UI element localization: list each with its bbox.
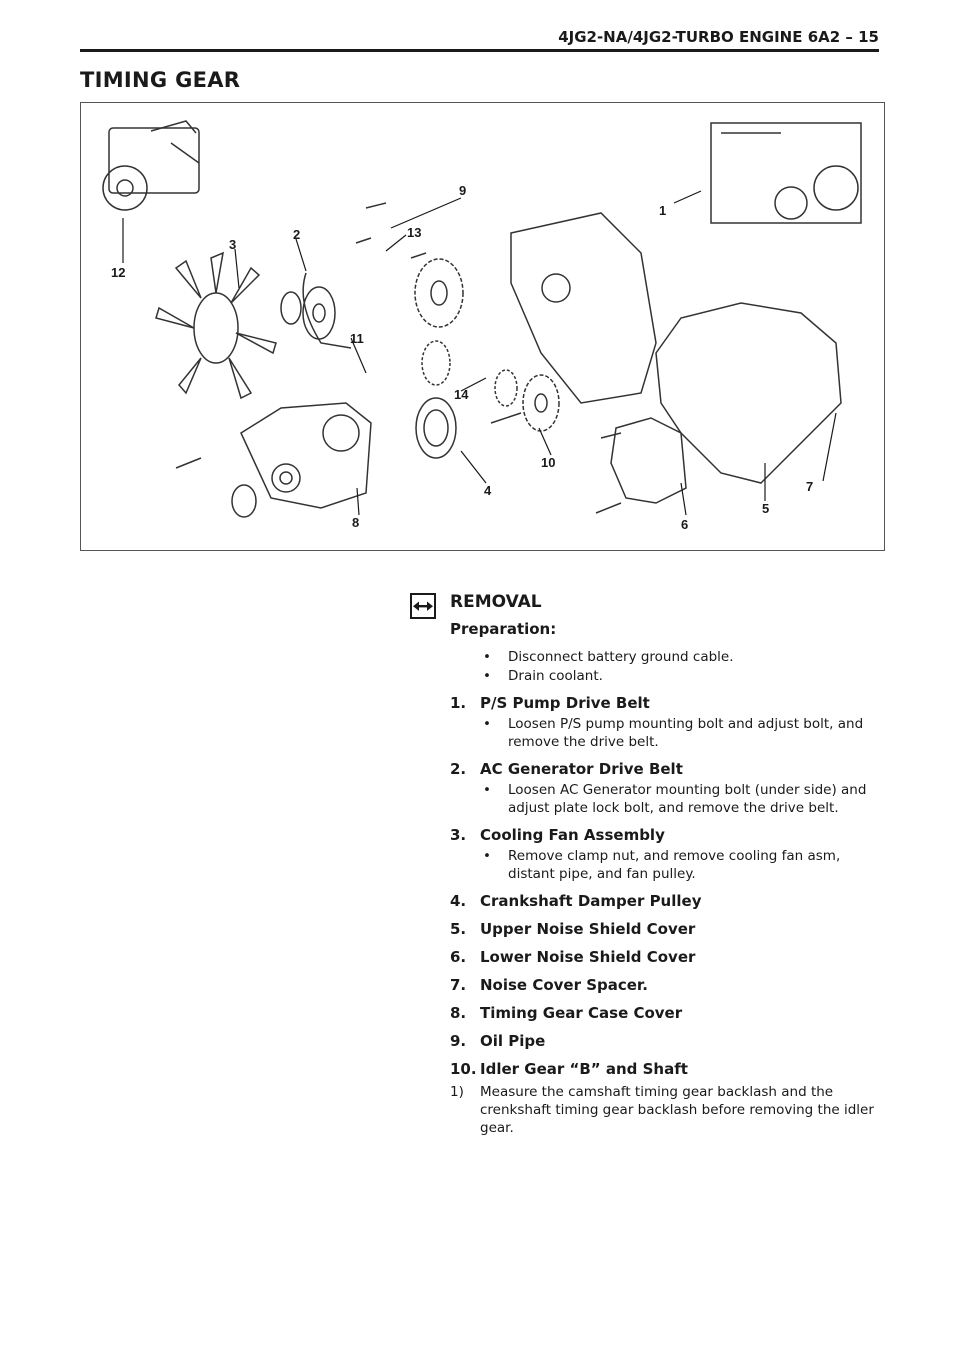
step-1: 1. P/S Pump Drive Belt • Loosen P/S pump mounting bolt and adjust bolt, and remove the drive belt. xyxy=(450,693,880,751)
bullet-glyph: • xyxy=(483,668,491,684)
bullet-glyph: • xyxy=(483,716,491,732)
sub-step: 1) Measure the camshaft timing gear backlash and the crenkshaft timing gear backlash before removing the idler gear. xyxy=(450,1084,874,1136)
step-7: 7. Noise Cover Spacer. xyxy=(450,976,648,994)
callout-13: 13 xyxy=(407,225,422,240)
bullet-glyph: • xyxy=(483,782,491,798)
removal-section xyxy=(450,590,880,1137)
exploded-diagram xyxy=(80,102,885,551)
list-item: • Loosen AC Generator mounting bolt (under side) and adjust plate lock bolt, and remove the drive belt. xyxy=(483,782,867,816)
step-title: Crankshaft Damper Pulley xyxy=(480,892,702,910)
section-title: TIMING GEAR xyxy=(80,68,241,92)
step-title: Noise Cover Spacer. xyxy=(480,976,648,994)
injection-pump-drawing xyxy=(103,121,199,210)
step-5: 5. Upper Noise Shield Cover xyxy=(450,920,696,938)
callout-3: 3 xyxy=(229,237,237,252)
engine-drawing xyxy=(711,123,861,223)
list-item: • Drain coolant. xyxy=(483,668,603,684)
callout-7: 7 xyxy=(806,479,814,494)
step-6: 6. Lower Noise Shield Cover xyxy=(450,948,696,966)
preparation-list xyxy=(450,648,880,685)
callout-6: 6 xyxy=(681,517,689,532)
list-item: • Loosen P/S pump mounting bolt and adjust bolt, and remove the drive belt. xyxy=(483,716,864,750)
step-2: 2. AC Generator Drive Belt • Loosen AC Generator mounting bolt (under side) and adjust plate lock bolt, and remove the drive belt. xyxy=(450,759,880,817)
callout-8: 8 xyxy=(352,515,360,530)
step-title: Upper Noise Shield Cover xyxy=(480,920,696,938)
callout-9: 9 xyxy=(459,183,467,198)
step-10: 10. Idler Gear “B” and Shaft 1) Measure the camshaft timing gear backlash and the crenkshaft timing gear backlash before removing the idler gear. xyxy=(450,1059,880,1137)
page-header xyxy=(80,22,879,52)
bullet-glyph: • xyxy=(483,649,491,665)
header-title: 4JG2-NA/4JG2-TURBO ENGINE 6A2 – 15 xyxy=(558,28,879,46)
callout-11: 11 xyxy=(350,331,364,346)
step-title: Lower Noise Shield Cover xyxy=(480,948,696,966)
callout-14: 14 xyxy=(454,387,469,402)
callout-4: 4 xyxy=(484,483,492,498)
step-3: 3. Cooling Fan Assembly • Remove clamp nut, and remove cooling fan asm, distant pipe, and fan pulley. xyxy=(450,825,880,883)
step-title: Cooling Fan Assembly xyxy=(480,826,665,844)
step-title: Timing Gear Case Cover xyxy=(480,1004,683,1022)
removal-arrows-icon xyxy=(410,593,436,619)
step-8: 8. Timing Gear Case Cover xyxy=(450,1004,683,1022)
callout-12: 12 xyxy=(111,265,126,280)
list-item: • Remove clamp nut, and remove cooling fan asm, distant pipe, and fan pulley. xyxy=(483,848,841,882)
step-title: P/S Pump Drive Belt xyxy=(480,694,650,712)
step-4: 4. Crankshaft Damper Pulley xyxy=(450,892,702,910)
list-item: • Disconnect battery ground cable. xyxy=(483,649,734,665)
gear-case-cover-drawing xyxy=(232,403,371,517)
diagram-svg xyxy=(81,103,886,552)
callout-2: 2 xyxy=(293,227,301,242)
step-9: 9. Oil Pipe xyxy=(450,1032,546,1050)
step-title: AC Generator Drive Belt xyxy=(480,760,683,778)
callout-1: 1 xyxy=(659,203,667,218)
step-title: Idler Gear “B” and Shaft xyxy=(480,1060,688,1078)
preparation-label: Preparation: xyxy=(450,620,557,638)
step-title: Oil Pipe xyxy=(480,1032,546,1050)
removal-title: REMOVAL xyxy=(450,592,542,612)
bullet-glyph: • xyxy=(483,848,491,864)
callout-10: 10 xyxy=(541,455,556,470)
callout-5: 5 xyxy=(762,501,770,516)
cooling-fan-drawing xyxy=(156,253,276,398)
